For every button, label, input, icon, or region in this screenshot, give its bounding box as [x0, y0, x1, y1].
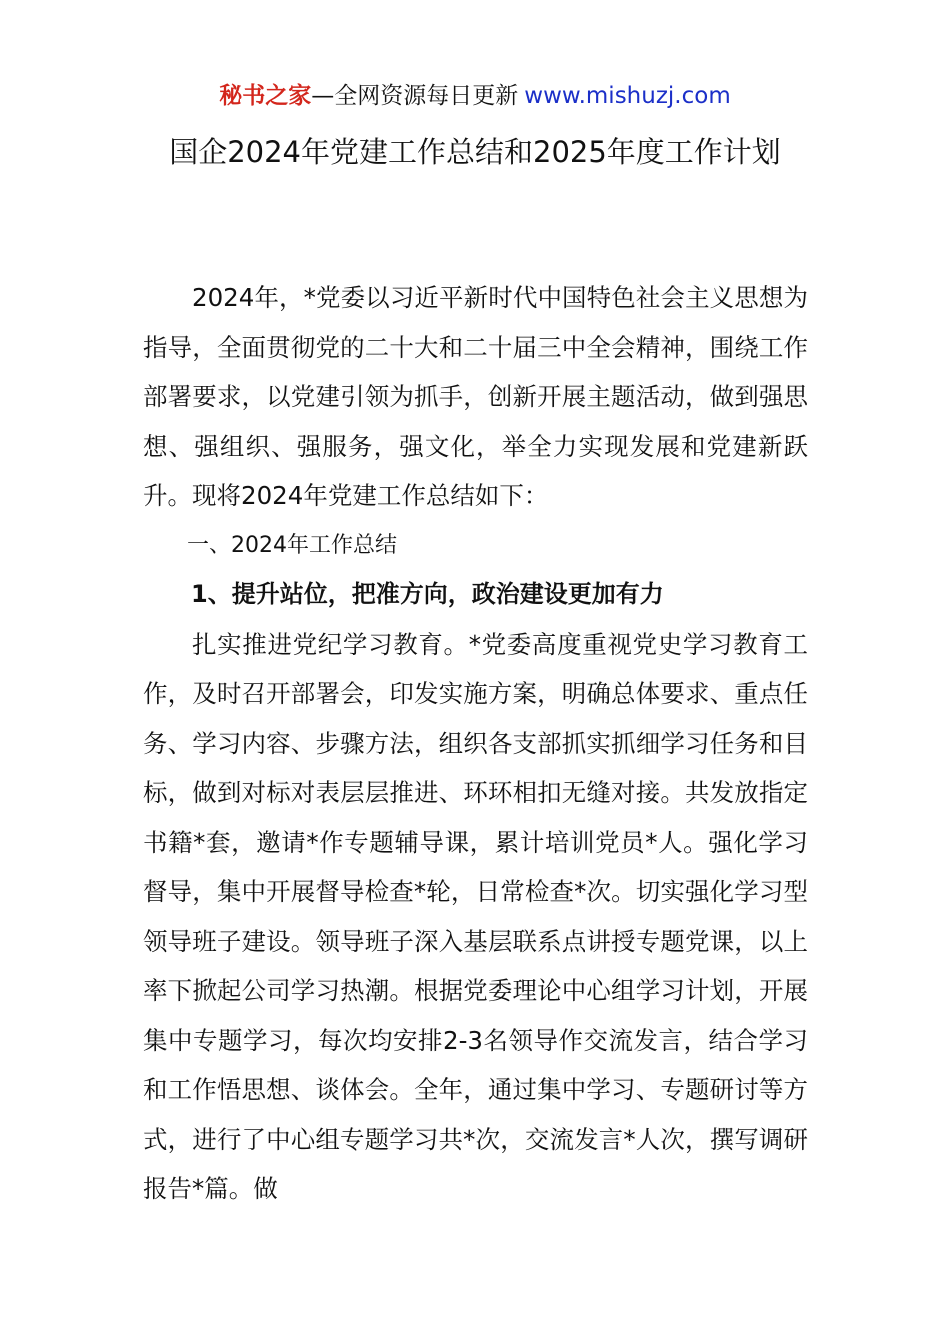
- section-heading: 一、2024年工作总结: [187, 532, 397, 558]
- site-link[interactable]: www.mishuzj.com: [524, 83, 731, 109]
- site-banner: [0, 80, 950, 112]
- body-paragraph: 扎实推进党纪学习教育。*党委高度重视党史学习教育工作，及时召开部署会，印发实施方案，明确总体要求、重点任务、学习内容、步骤方法，组织各支部抓实抓细学习任务和目标，做到对标对表层层推进、环环相扣无缝对接。共发放指定书籍*套，邀请*作专题辅导课，累计培训党员*人。强化学习督导，集中开展督导检查*轮，日常检查*次。切实强化学习型领导班子建设。领导班子深入基层联系点讲授专题党课，以上率下掀起公司学习热潮。根据党委理论中心组学习计划，开展集中专题学习，每次均安排2-3名领导作交流发言，结合学习和工作悟思想、谈体会。全年，通过集中学习、专题研讨等方式，进行了中心组专题学习共*次，交流发言*人次，撰写调研报告*篇。做: [143, 629, 808, 1203]
- brand-name: 秘书之家: [219, 83, 312, 109]
- document-body: [143, 273, 808, 1214]
- subsection-heading: 1、提升站位，把准方向，政治建设更加有力: [191, 580, 664, 608]
- intro-paragraph: 2024年，*党委以习近平新时代中国特色社会主义思想为指导，全面贯彻党的二十大和二十届三中全会精神，围绕工作部署要求，以党建引领为抓手，创新开展主题活动，做到强思想、强组织、强服务，强文化，举全力实现发展和党建新跃升。现将2024年党建工作总结如下：: [143, 283, 808, 510]
- document-title: 国企2024年党建工作总结和2025年度工作计划: [169, 135, 781, 169]
- banner-tagline: —全网资源每日更新: [311, 83, 519, 109]
